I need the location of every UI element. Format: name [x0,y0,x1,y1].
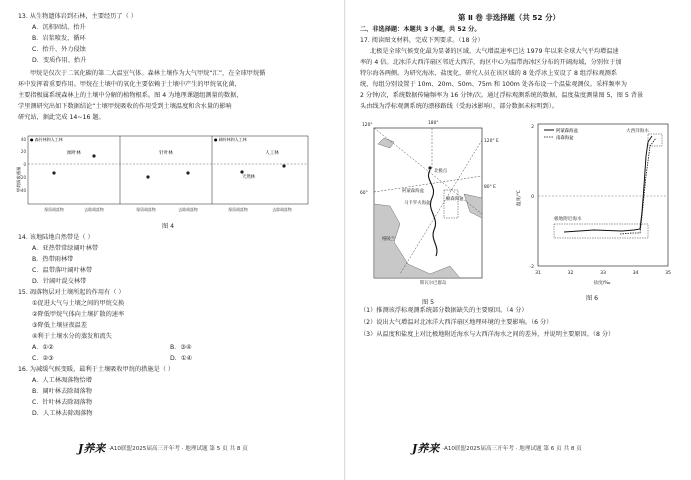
fig4-ytick-m20: -20 [19,175,26,180]
figure-5-map [360,114,500,294]
q17-sub-1: （1）推测该浮标观测系统部分数据缺失的主要原因。（4 分） [360,307,528,314]
q17-sub-3: （3）从温度和盐度上对比极地附近海水与大西洋海水之间的差异，并说明主要原因。（8 分） [360,331,615,338]
q15-item-2: ②降低甲烷气体向土壤扩散的速率 [32,311,125,318]
fig6-ytick-m2: -2 [529,265,534,270]
fig6-ytick-0: 0 [531,195,534,200]
fig4-caption: 图 4 [162,223,175,230]
map-label-makarov: 马卡罗夫海盆 [404,201,431,206]
fig4-panel1-title: 阔叶林 [67,151,81,156]
fig4-panel2-title: 针叶林 [159,151,173,156]
q14-stem: 14. 该地陆地自然带是（ ） [18,234,94,241]
fig4-point-2 [92,154,95,157]
fig4-cat-2b: 去除凋落物 [178,207,198,212]
q16-option-d: D．人工林去除凋落物 [32,410,93,417]
page-5 [0,0,345,480]
fig6-xlabel: 盐度/‰ [593,281,611,286]
figure-6-chart [514,116,678,294]
map-label-nansen: 楠森海盆 [446,197,464,202]
north-pole-dot [428,166,431,169]
page-5-footer [78,440,248,456]
passage-line-1: 甲烷是仅次于二氧化碳的第二大温室气体。森林土壤作为大气甲烷“汇”，在全球甲烷循 [30,70,266,77]
fig6-legend-amundsen: 阿蒙森海盆 [556,129,578,134]
map-label-pole: 北极点 [434,169,448,174]
q16-stem: 16. 为减缓气候变暖，最利于土壤吸收甲烷的措施是（ ） [18,366,175,373]
publisher-logo: J养来 [412,442,440,455]
q16-option-b: B．阔叶林去除凋落物 [32,388,92,395]
map-lon-tr: 120° E [484,139,499,144]
q14-option-c: C．温带落叶阔叶林带 [32,267,93,274]
fig4-cat-3b: 去除凋落物 [272,207,292,212]
q15-item-4: ④利于土壤水分的蒸发和流失 [32,333,112,340]
fig6-xtick-33: 33 [600,271,606,276]
q14-option-d: D．针阔叶混交林带 [32,278,87,285]
map-lat-l: 60° [360,191,368,196]
fig6-ylabel: 温度/℃ [517,190,522,206]
fig6-xtick-32: 32 [567,271,574,276]
fig6-ytick-2: 2 [531,125,534,130]
fig6-series-nansen [620,138,656,234]
q14-option-b: B．热带雨林带 [32,256,74,263]
q17-passage-1: 北极是全球气候变化最为显著的区域，大气增温速率已达 1979 年以来全球大气平均增温速 [370,48,619,55]
fig6-xtick-35: 35 [665,271,671,276]
q16-option-c: C．针叶林去除凋落物 [32,399,93,406]
fig4-mid-label: 天然林 [242,175,256,180]
q17-passage-4: 统，每组分别设置于 10m、20m、50m、75m 和 100m 处各布设一个温盐观测仪。采样频率为 [360,81,627,88]
fig4-cat-1b: 去除凋落物 [84,207,104,212]
map-label-greenland: 格陵兰 [382,237,396,242]
map-lat-r: 80° E [484,185,496,190]
q15-item-1: ①促进大气与土壤之间的甲烷交换 [32,300,125,307]
map-label-svalbard: 斯瓦尔巴群岛 [420,281,447,286]
fig4-point-1 [52,171,55,174]
q17-stem: 17. 阅读图文材料，完成下列要求。（18 分） [360,37,484,44]
page-6-footer [412,440,582,456]
q17-passage-5: 2 分钟/次，系统数据传输频率为 16 分钟/次。通过浮标观测系统的数据，温度盐度测量图 5，图 5 背景 [360,92,644,99]
fig5-caption: 图 5 [422,299,435,306]
q15-option-c: C．②③ [32,355,54,362]
fig6-legend-nansen: 南森海盆 [556,136,574,141]
page-5-footer-text: ·A10联盟2025届高三开年考 · 地理试题 第 5 页 共 8 页 [108,446,248,452]
q15-stem: 15. 凋落物层对土壤所起的作用有（ ） [18,289,125,296]
q13-option-d: D．变质作用、抬升 [32,57,87,64]
q15-item-3: ③降低土壤昼夜温差 [32,322,88,329]
q13-option-b: B．岩浆喷发、循环 [32,35,86,42]
passage-line-4: 学里测研究出如下数据结论“土壤甲烷吸收的作用受到土壤温度和含水量的影响 [18,103,232,110]
page-6-footer-text: ·A10联盟2025届高三开年考 · 地理试题 第 6 页 共 8 页 [442,446,582,452]
fig4-point-3 [146,175,149,178]
fig6-xtick-34: 34 [632,271,639,276]
map-lon-tl: 120° [362,123,373,128]
fig6-caption: 图 6 [586,295,599,302]
fig4-cat-1a: 保留凋落物 [44,207,64,212]
q16-option-a: A．人工林凋落物恰增 [32,377,92,384]
passage-line-5: 研究站，据此完成 14~16 题。 [18,114,105,121]
q15-option-a: A．①② [32,344,54,351]
publisher-logo: J养来 [78,442,106,455]
fig6-box2-label: 极地附近海水 [554,217,582,222]
page-6 [346,0,691,480]
q17-sub-2: （2）说出大气增温对北冰洋大西洋扇区地理环境的主要影响。（6 分） [360,319,553,326]
fig6-box1-label: 大西洋海水 [626,129,649,134]
q15-option-d: D．①④ [170,355,193,362]
fig4-point-4 [186,171,189,174]
q14-option-a: A．亚热带常绿阔叶林带 [32,245,99,252]
fig4-ytick-0: 0 [23,162,26,167]
q17-passage-3: 特尔海各两侧。为研究海冰、盐度化，研究人员在该区域的 8 处浮冰上安设了 8 组浮标观测系 [360,70,618,77]
fig4-point-6 [282,164,285,167]
q17-passage-2: 率的 4 倍。北冰洋大西洋扇区邻近大西洋，海区中心为温带海冰区分布的开阔海域，分别位于加 [360,59,622,66]
section-title: 第 Ⅱ 卷 非选择题（共 52 分） [458,13,560,22]
fig4-ytick-20: 20 [20,149,26,154]
fig4-point-5 [240,170,243,173]
fig4-legend: ● 森针林和人工林 [30,137,63,142]
q13-option-a: A．沉积固结、抬升 [32,24,86,31]
fig4-panel3-title: 人工林 [265,151,279,156]
map-label-amundsen: 阿蒙森海盆 [402,189,424,194]
q15-option-b: B．③④ [170,344,192,351]
map-lon-top: 180° [428,121,439,126]
passage-line-2: 环中发挥着重要作用。甲烷在土壤中的氧化主要依赖于土壤中产生的甲烷氧化菌， [18,81,241,88]
fig6-xtick-31: 31 [535,271,541,276]
fig4-panel-hdr: ● 阔叶林和人工林 [214,137,247,142]
section-subtitle: 二、非选择题：本题共 3 小题，共 52 分。 [360,26,481,33]
fig4-ylabel: 甲烷吸收通量 [16,166,21,192]
q17-passage-6: 头由线为浮标观测系统的漂移路线（受海冰影响），部分数据未标明到）。 [360,103,558,110]
fig4-cat-3a: 保留凋落物 [228,207,248,212]
fig4-ytick-m40: -40 [19,188,26,193]
q13-option-c: C．抬升、外力侵蚀 [32,46,86,53]
passage-line-3: 主要指极属系统森林上的土壤中分解的植物根系。图 4 为地理课题组测量的数据， [18,92,243,99]
q13-stem: 13. 从生物遗体岩到石林，主要经历了（ ） [18,13,137,20]
fig4-ytick-40: 40 [20,137,26,142]
fig4-cat-2a: 保留凋落物 [136,207,156,212]
figure-4-chart [16,132,312,222]
